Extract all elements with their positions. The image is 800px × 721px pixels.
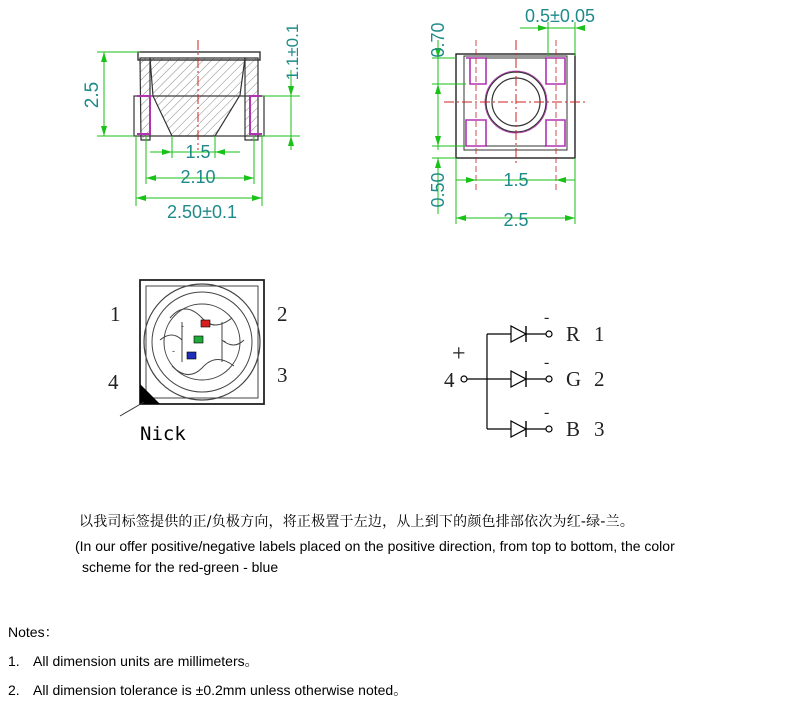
- diode-red: [487, 309, 605, 346]
- side-view: [82, 24, 302, 222]
- bottom-pitch-label: 1.5: [503, 170, 529, 190]
- nick-pointer: [120, 402, 144, 416]
- note-text: All dimension units are millimeters。: [33, 653, 259, 669]
- note-item-1: [8, 651, 259, 671]
- bottom-view: [428, 6, 595, 230]
- pin-4-label: 4: [108, 370, 119, 394]
- circuit-schematic: [444, 309, 605, 441]
- note-number: 1.: [8, 653, 20, 669]
- svg-text:-: -: [223, 336, 226, 346]
- minus-sign-red: -: [544, 309, 550, 326]
- channel-pin-2: 2: [594, 367, 605, 391]
- notes-title: Notes：: [8, 624, 59, 640]
- side-body-left-wall: [140, 58, 150, 140]
- svg-text:-: -: [172, 346, 175, 356]
- side-inner-width-label: 1.5: [185, 142, 211, 162]
- side-pad-width-label: 2.10: [180, 167, 216, 187]
- bottom-body-width-label: 2.5: [503, 210, 529, 230]
- bottom-pad-top-right: [546, 58, 565, 84]
- circuit-plus-sign: +: [452, 341, 466, 367]
- circuit-common-pin: 4: [444, 368, 455, 392]
- minus-sign-green: -: [544, 354, 550, 371]
- description-english-line2: scheme for the red-green - blue: [82, 559, 279, 575]
- channel-letter-b: B: [566, 417, 581, 441]
- red-chip: [201, 320, 210, 327]
- minus-sign-blue: -: [544, 404, 550, 421]
- nick-label: Nick: [140, 423, 186, 445]
- diode-green: [487, 354, 605, 391]
- top-view: [108, 280, 288, 445]
- green-chip: [194, 336, 203, 343]
- bottom-body-outline: [456, 54, 575, 158]
- note-number: 2.: [8, 682, 20, 698]
- note-text: All dimension tolerance is ±0.2mm unless otherwise noted。: [33, 682, 408, 698]
- svg-text:-: -: [181, 321, 184, 331]
- blue-chip: [187, 352, 196, 359]
- bottom-bottom-margin-label: 0.50: [428, 172, 448, 208]
- bottom-pad-bottom-right: [546, 120, 565, 146]
- note-item-2: [8, 680, 407, 700]
- pin-3-label: 3: [277, 363, 288, 387]
- bottom-pad-width-label: 0.5±0.05: [525, 6, 595, 26]
- bottom-top-margin-label: 0.70: [428, 22, 448, 58]
- common-terminal: [461, 376, 467, 382]
- side-height-label: 2.5: [82, 81, 103, 109]
- description-english-line1: (In our offer positive/negative labels placed on the positive direction, from top to bottom, the color: [75, 538, 675, 554]
- side-dome-height-label: 1.1±0.1: [283, 23, 302, 81]
- channel-pin-3: 3: [594, 417, 605, 441]
- diode-blue: [487, 404, 605, 441]
- nick-corner: [140, 384, 160, 404]
- pin-1-label: 1: [110, 302, 121, 326]
- pin-2-label: 2: [277, 302, 288, 326]
- channel-pin-1: 1: [594, 322, 605, 346]
- channel-letter-g: G: [566, 367, 582, 391]
- channel-letter-r: R: [566, 322, 581, 346]
- side-body-right-wall: [245, 58, 258, 140]
- side-overall-width-label: 2.50±0.1: [167, 202, 237, 222]
- description-chinese: 以我司标签提供的正/负极方向，将正极置于左边，从上到下的颜色排部依次为红-绿-兰。: [79, 514, 635, 530]
